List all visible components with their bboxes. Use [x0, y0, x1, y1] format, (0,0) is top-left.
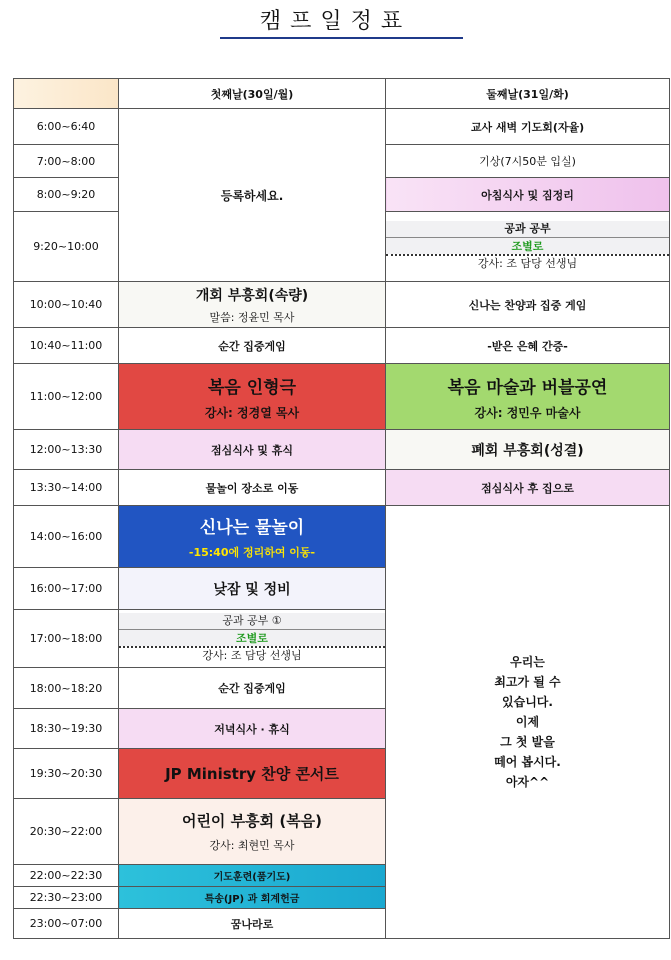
- time-cell: 23:00~07:00: [14, 909, 119, 939]
- day1-kids-revival: 어린이 부흥회 (복음) 강사: 최현민 목사: [119, 799, 386, 865]
- day1-praise-concert: JP Ministry 찬양 콘서트: [119, 749, 386, 799]
- day1-registration: 등록하세요.: [119, 109, 386, 282]
- day1-study-teacher: 강사: 조 담당 선생님: [119, 646, 385, 664]
- message-line: 우리는: [510, 655, 545, 669]
- day1-special-song: 특송(JP) 과 회계헌금: [119, 887, 386, 909]
- day2-lunch-home: 점심식사 후 집으로: [386, 470, 670, 506]
- day2-message: [386, 506, 670, 939]
- message-line: 이제: [515, 715, 540, 729]
- day1-study-title: 공과 공부 ①: [119, 613, 385, 630]
- day1-move-water: 물놀이 장소로 이동: [119, 470, 386, 506]
- message-line: 떼어 봅시다.: [494, 755, 561, 769]
- time-cell: 18:30~19:30: [14, 709, 119, 749]
- schedule-table: [13, 78, 670, 939]
- day2-testimony: -받은 은혜 간증-: [386, 328, 670, 364]
- day2-wakeup: 기상(7시50분 입실): [386, 145, 670, 178]
- header-day1: 첫째날(30일/월): [119, 79, 386, 109]
- message-line: 그 첫 발을: [500, 735, 555, 749]
- day2-study-teacher: 강사: 조 담당 선생님: [386, 254, 669, 272]
- day1-study: [119, 610, 386, 668]
- time-cell: 17:00~18:00: [14, 610, 119, 668]
- header-corner: [14, 79, 119, 109]
- day1-sleep: 꿈나라로: [119, 909, 386, 939]
- time-cell: 19:30~20:30: [14, 749, 119, 799]
- day1-focus-game: 순간 집중게임: [119, 328, 386, 364]
- time-cell: 18:00~18:20: [14, 668, 119, 709]
- day2-breakfast: 아침식사 및 짐정리: [386, 178, 670, 212]
- title-underline: [220, 37, 463, 39]
- time-cell: 6:00~6:40: [14, 109, 119, 145]
- time-cell: 9:20~10:00: [14, 212, 119, 282]
- time-cell: 10:00~10:40: [14, 282, 119, 328]
- time-cell: 22:30~23:00: [14, 887, 119, 909]
- time-cell: 8:00~9:20: [14, 178, 119, 212]
- message-line: 있습니다.: [502, 695, 553, 709]
- day1-opening-revival: 개회 부흥회(속량) 말씀: 정윤민 목사: [119, 282, 386, 328]
- day1-dinner: 저녁식사 · 휴식: [119, 709, 386, 749]
- day1-study-group: 조별로: [119, 630, 385, 646]
- day2-study-group: 조별로: [386, 238, 669, 254]
- day2-closing-revival: 폐회 부흥회(성결): [386, 430, 670, 470]
- time-cell: 11:00~12:00: [14, 364, 119, 430]
- day1-focus-game-2: 순간 집중게임: [119, 668, 386, 709]
- time-cell: 14:00~16:00: [14, 506, 119, 568]
- day2-study: [386, 212, 670, 282]
- day1-gospel-puppet: 복음 인형극 강사: 정경열 목사: [119, 364, 386, 430]
- time-cell: 10:40~11:00: [14, 328, 119, 364]
- day2-praise-game: 신나는 찬양과 집중 게임: [386, 282, 670, 328]
- header-day2: 둘째날(31일/화): [386, 79, 670, 109]
- day1-water-play: 신나는 물놀이 -15:40에 정리하여 이동-: [119, 506, 386, 568]
- day2-study-title: 공과 공부: [386, 221, 669, 238]
- time-cell: 16:00~17:00: [14, 568, 119, 610]
- day1-nap: 낮잠 및 정비: [119, 568, 386, 610]
- day2-teacher-prayer: 교사 새벽 기도회(자율): [386, 109, 670, 145]
- time-cell: 7:00~8:00: [14, 145, 119, 178]
- day1-prayer-training: 기도훈련(품기도): [119, 865, 386, 887]
- day1-lunch: 점심식사 및 휴식: [119, 430, 386, 470]
- day2-gospel-magic: 복음 마술과 버블공연 강사: 정민우 마술사: [386, 364, 670, 430]
- message-line: 아자^^: [505, 775, 550, 789]
- message-line: 최고가 될 수: [494, 675, 561, 689]
- time-cell: 13:30~14:00: [14, 470, 119, 506]
- time-cell: 20:30~22:00: [14, 799, 119, 865]
- page-title: 캠프일정표: [259, 9, 412, 34]
- time-cell: 22:00~22:30: [14, 865, 119, 887]
- time-cell: 12:00~13:30: [14, 430, 119, 470]
